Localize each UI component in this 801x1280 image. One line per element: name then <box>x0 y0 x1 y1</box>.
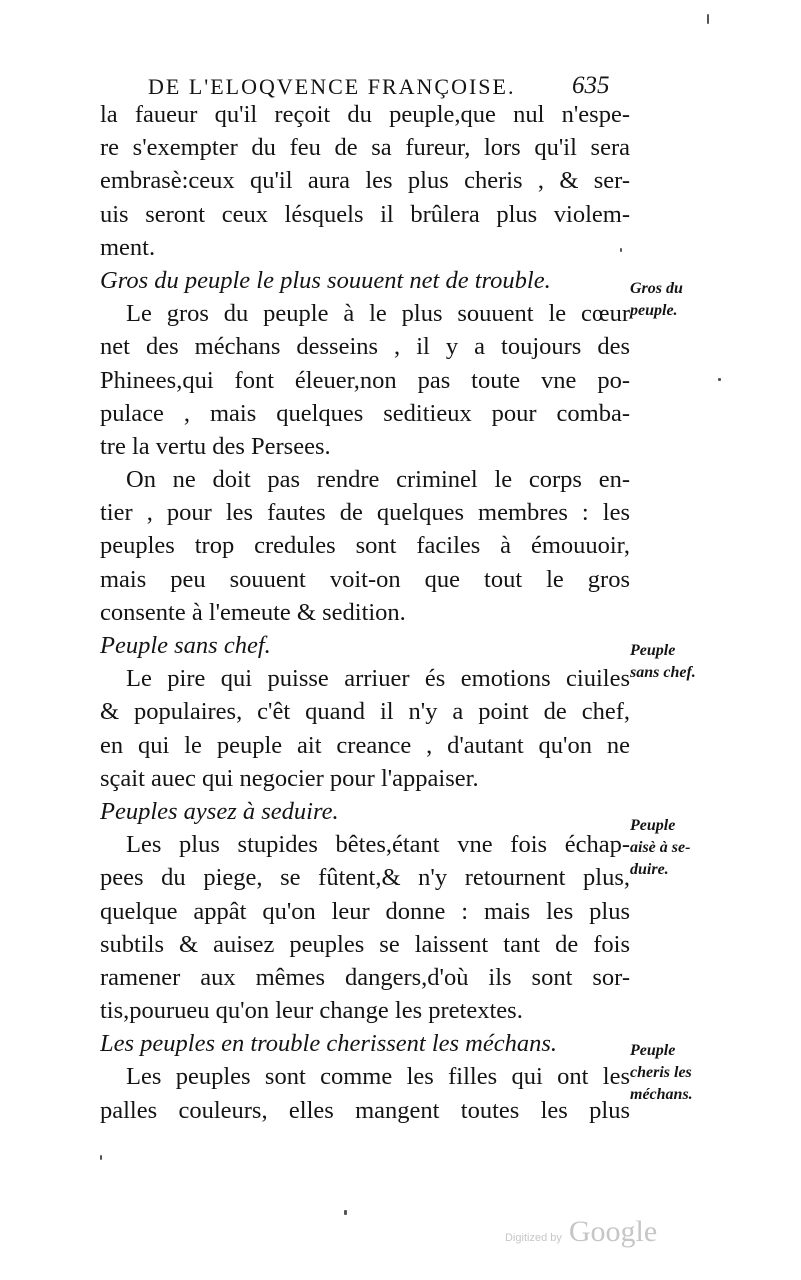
text-line: sçait auec qui negocier pour l'appaiser. <box>100 764 479 792</box>
text-line: pulace , mais quelques seditieux pour comba- <box>100 399 630 427</box>
margin-note-line: Gros du <box>630 280 683 297</box>
scan-speck <box>718 378 721 381</box>
text-line: palles couleurs, elles mangent toutes les plus <box>100 1096 630 1124</box>
text-line: pees du piege, se fûtent,& n'y retournent plus, <box>100 864 630 892</box>
margin-note-line: Peuple <box>630 1042 676 1059</box>
text-line: subtils & auisez peuples se laissent tant de fois <box>100 930 630 958</box>
margin-note-line: méchans. <box>630 1086 693 1103</box>
text-line: en qui le peuple ait creance , d'autant qu'on ne <box>100 731 630 759</box>
margin-note-line: aisè à se- <box>630 839 691 856</box>
scan-speck <box>620 248 622 252</box>
text-line: net des méchans desseins , il y a toujours des <box>100 333 630 361</box>
text-line: ramener aux mêmes dangers,d'où ils sont sor- <box>100 963 630 991</box>
section-heading: Gros du peuple le plus souuent net de trouble. <box>100 266 551 294</box>
body-text <box>100 98 630 1127</box>
text-line: la faueur qu'il reçoit du peuple,que nul n'espe- <box>100 101 630 128</box>
text-line: ment. <box>100 233 156 261</box>
text-line: & populaires, c'êt quand il n'y a point de chef, <box>100 698 630 726</box>
text-line: consente à l'emeute & sedition. <box>100 598 406 626</box>
page-number: 635 <box>572 72 610 99</box>
google-logo: Google <box>568 1215 658 1248</box>
digitized-label: Digitized by <box>505 1232 562 1244</box>
margin-note-line: Peuple <box>630 817 676 834</box>
text-line: mais peu souuent voit-on que tout le gros <box>100 565 630 593</box>
margin-note-line: sans chef. <box>630 664 696 681</box>
margin-note-line: Peuple <box>630 642 676 659</box>
margin-note-line: duire. <box>630 861 669 878</box>
margin-note <box>630 815 720 881</box>
margin-note-line: cheris les <box>630 1064 692 1081</box>
text-line: tis,pourueu qu'on leur change les pretextes. <box>100 997 523 1025</box>
text-line: tier , pour les fautes de quelques membres : les <box>100 499 630 527</box>
text-line: quelque appât qu'on leur donne : mais les plus <box>100 897 630 925</box>
section-heading: Peuple sans chef. <box>100 632 271 659</box>
text-line: tre la vertu des Persees. <box>100 432 331 460</box>
text-line: Les peuples sont comme les filles qui ont les <box>126 1063 630 1091</box>
section-heading: Peuples aysez à seduire. <box>100 797 339 825</box>
scan-speck <box>707 14 709 24</box>
margin-note-line: peuple. <box>630 302 678 319</box>
section-heading: Les peuples en trouble cherissent les méchans. <box>100 1030 558 1058</box>
running-head: DE L'ELOQVENCE FRANÇOISE. <box>148 74 516 99</box>
text-line: embrasè:ceux qu'il aura les plus cheris , & ser- <box>100 167 630 195</box>
text-line: uis seront ceux lésquels il brûlera plus violem- <box>100 200 630 228</box>
digitized-by-google-watermark <box>505 1215 657 1249</box>
text-line: re s'exempter du feu de sa fureur, lors qu'il sera <box>100 134 630 162</box>
text-line: Phinees,qui font éleuer,non pas toute vne po- <box>100 366 630 394</box>
scan-speck <box>100 1155 102 1160</box>
text-line: Le pire qui puisse arriuer és emotions ciuiles <box>126 665 630 693</box>
text-line: On ne doit pas rendre criminel le corps en- <box>126 466 630 494</box>
text-line: Les plus stupides bêtes,étant vne fois échap- <box>126 831 630 859</box>
margin-note <box>630 278 720 322</box>
text-line: Le gros du peuple à le plus souuent le cœur <box>126 300 630 328</box>
scan-speck <box>344 1210 347 1215</box>
text-line: peuples trop credules sont faciles à émouuoir, <box>100 532 630 560</box>
margin-note <box>630 1040 720 1106</box>
margin-note <box>630 640 720 684</box>
